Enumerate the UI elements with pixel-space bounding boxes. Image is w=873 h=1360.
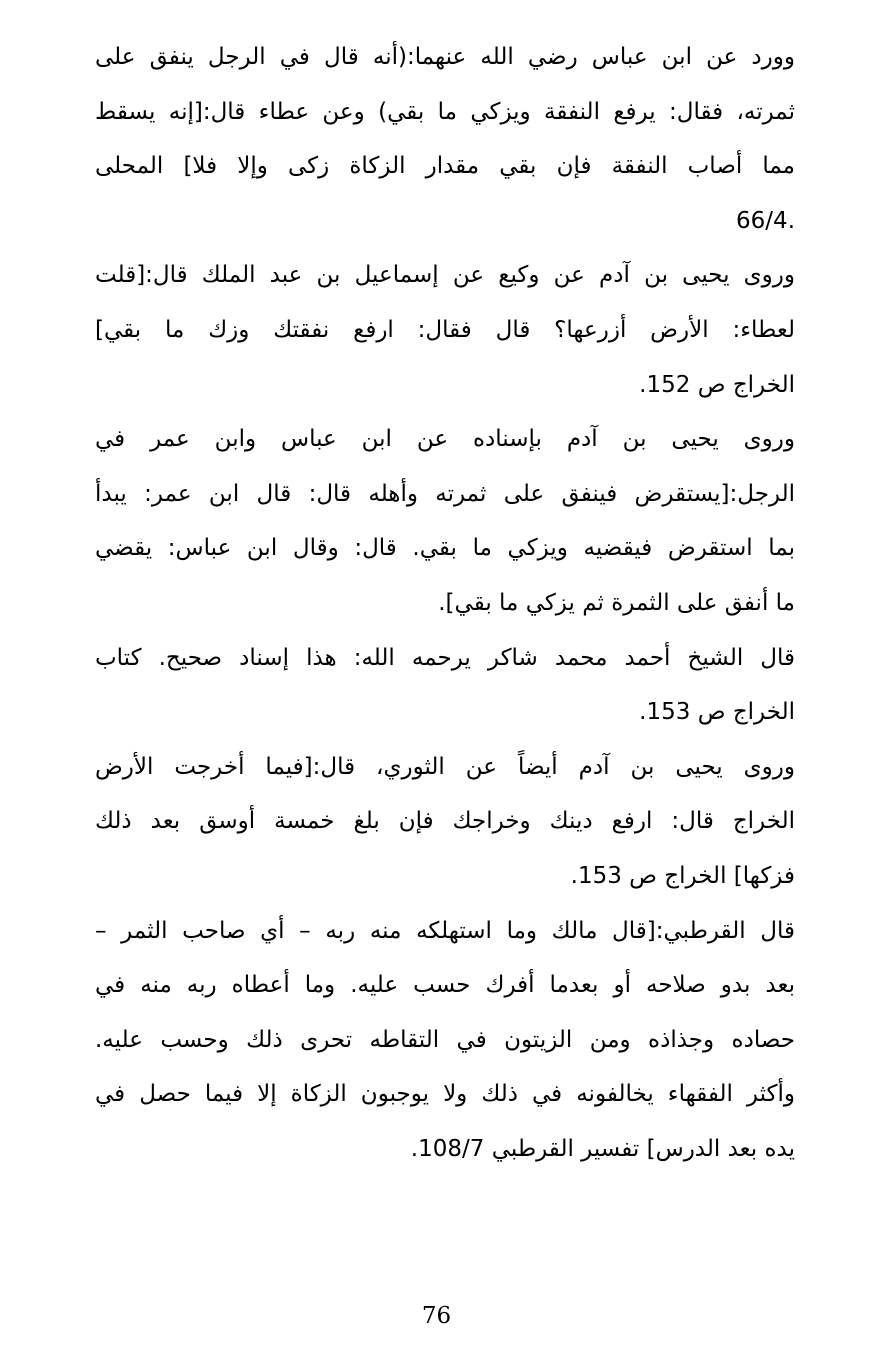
text-line: لعطاء: الأرض أزرعها؟ قال فقال: ارفع نفقتك وزك ما بقي] xyxy=(95,316,795,343)
text-line: مما أصاب النفقة فإن بقي مقدار الزكاة زكى وإلا فلا] المحلى xyxy=(95,153,795,180)
text-line: وأكثر الفقهاء يخالفونه في ذلك ولا يوجبون الزكاة إلا فيما حصل في xyxy=(95,1081,795,1108)
text-line: وروى يحيى بن آدم أيضاً عن الثوري، قال:[فيما أخرجت الأرض xyxy=(95,753,795,780)
text-line: ما أنفق على الثمرة ثم يزكي ما بقي]. xyxy=(438,589,795,616)
text-line: الخراج ص 153. xyxy=(639,699,795,726)
text-line: وروى يحيى بن آدم بإسناده عن ابن عباس وابن عمر في xyxy=(95,426,795,453)
text-line: ثمرته، فقال: يرفع النفقة ويزكي ما بقي) وعن عطاء قال:[إنه يسقط xyxy=(95,98,795,125)
text-line: قال القرطبي:[قال مالك وما استهلكه منه ربه – أي صاحب الثمر – xyxy=(95,917,795,944)
text-line: فزكها] الخراج ص 153. xyxy=(570,862,795,889)
text-line: بما استقرض فيقضيه ويزكي ما بقي. قال: وقال ابن عباس: يقضي xyxy=(95,535,795,562)
page-number: 76 xyxy=(421,1303,452,1329)
text-line: يده بعد الدرس] تفسير القرطبي 108/7. xyxy=(410,1135,795,1162)
text-line: حصاده وجذاذه ومن الزيتون في التقاطه تحرى ذلك وحسب عليه. xyxy=(95,1026,795,1053)
text-line: بعد بدو صلاحه أو بعدما أفرك حسب عليه. وما أعطاه ربه منه في xyxy=(95,972,795,999)
page-body xyxy=(95,30,795,1176)
text-line: وورد عن ابن عباس رضي الله عنهما:(أنه قال في الرجل ينفق على xyxy=(95,44,795,70)
text-line: الخراج قال: ارفع دينك وخراجك فإن بلغ خمسة أوسق بعد ذلك xyxy=(95,808,795,835)
text-line: قال الشيخ أحمد محمد شاكر يرحمه الله: هذا إسناد صحيح. كتاب xyxy=(95,644,795,671)
text-line: .66/4 xyxy=(736,207,795,234)
text-line: الرجل:[يستقرض فينفق على ثمرته وأهله قال: قال ابن عمر: يبدأ xyxy=(95,480,795,507)
text-line: الخراج ص 152. xyxy=(639,371,795,398)
text-line: وروى يحيى بن آدم عن وكيع عن إسماعيل بن عبد الملك قال:[قلت xyxy=(95,262,795,289)
